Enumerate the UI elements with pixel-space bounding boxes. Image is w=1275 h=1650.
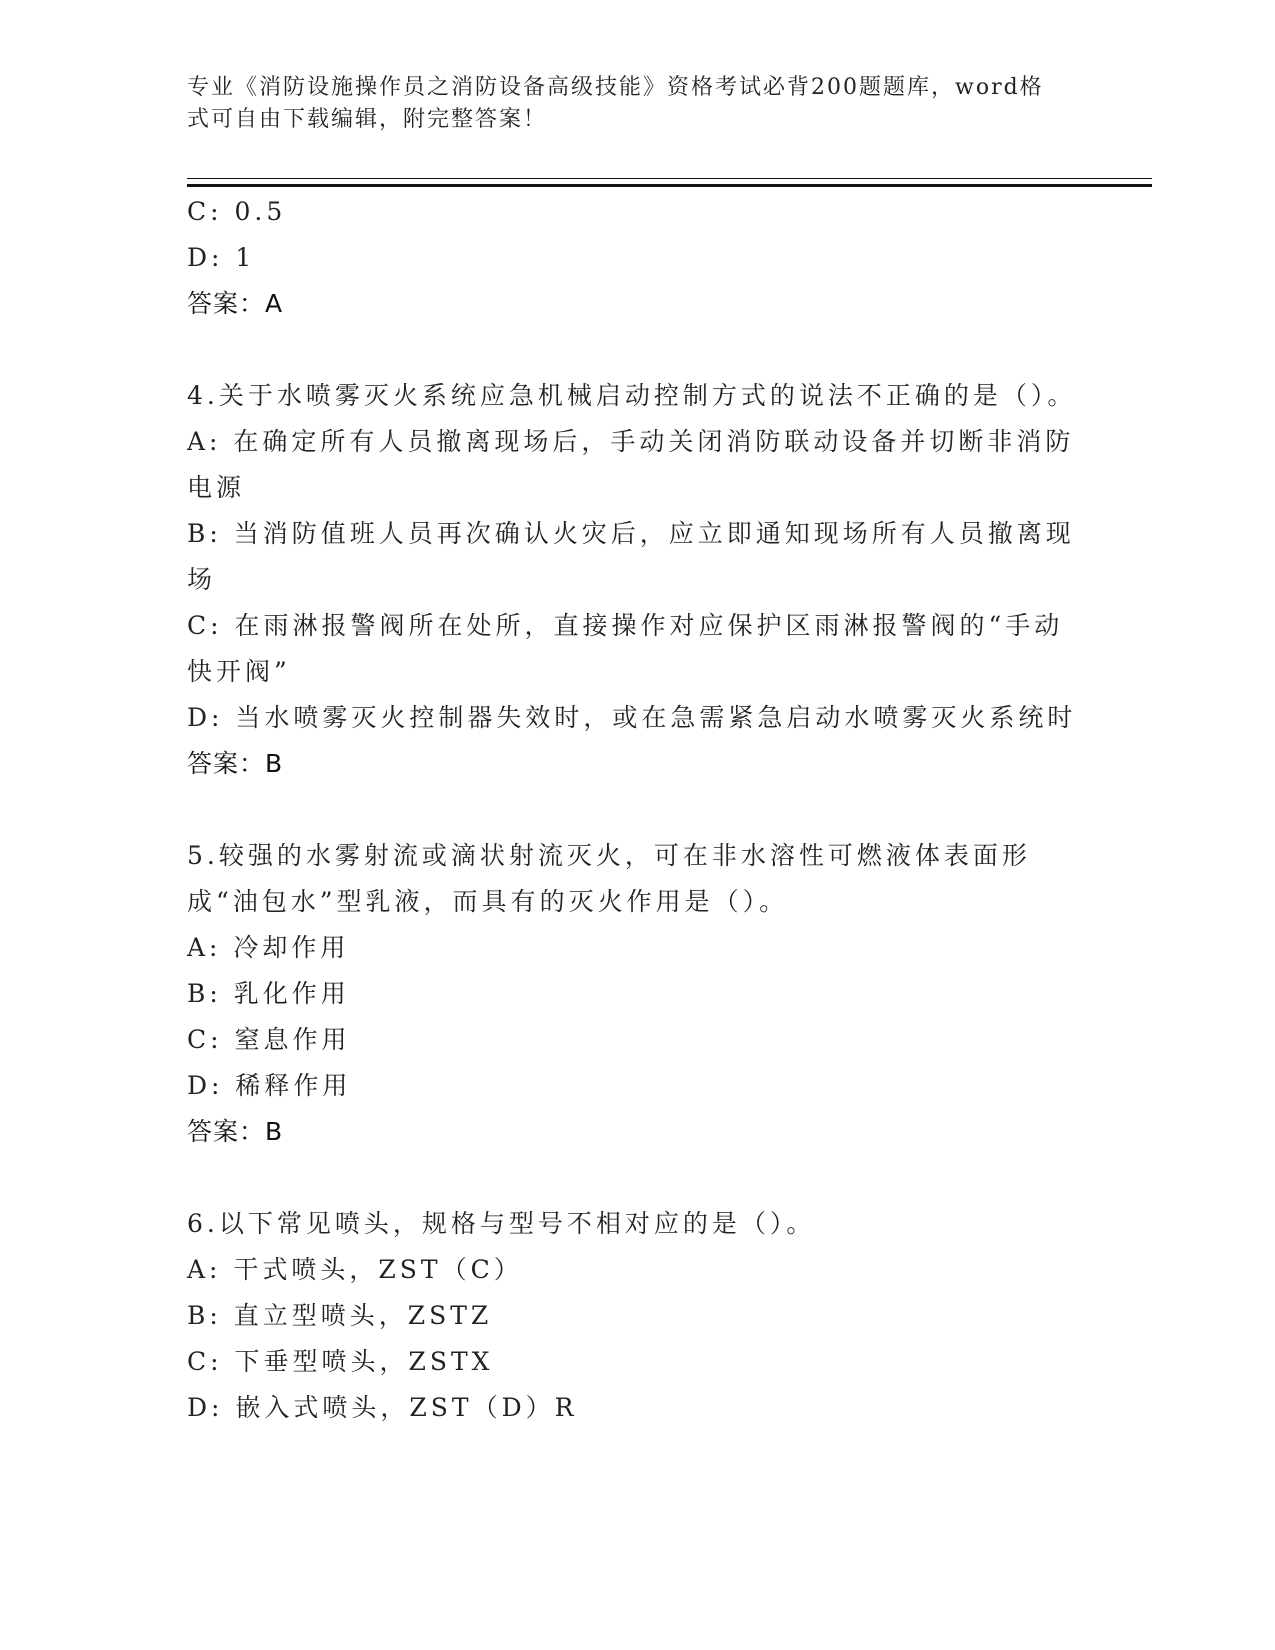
answer: 答案：B xyxy=(187,749,284,778)
option-a: A: 干式喷头，ZST（C） xyxy=(187,1255,523,1284)
option-d: D: 当水喷雾灭火控制器失效时，或在急需紧急启动水喷雾灭火系统时 xyxy=(187,703,1077,732)
question-list xyxy=(187,189,1077,1431)
spacer xyxy=(187,327,1077,373)
question-stem: 4.关于水喷雾灭火系统应急机械启动控制方式的说法不正确的是（）。 xyxy=(187,381,1077,410)
question-5 xyxy=(187,833,1077,1155)
question-4 xyxy=(187,373,1077,787)
answer: 答案：A xyxy=(187,289,284,318)
option-b: B: 乳化作用 xyxy=(187,979,350,1008)
answer: 答案：B xyxy=(187,1117,284,1146)
question-stem: 5.较强的水雾射流或滴状射流灭火，可在非水溶性可燃液体表面形成“油包水”型乳液，而具有的灭火作用是（）。 xyxy=(187,841,1031,916)
option-d: D: 嵌入式喷头，ZST（D）R xyxy=(187,1393,578,1422)
option-a: A: 冷却作用 xyxy=(187,933,350,962)
spacer xyxy=(187,1155,1077,1201)
option-c: C: 窒息作用 xyxy=(187,1025,351,1054)
option-d: D: 稀释作用 xyxy=(187,1071,352,1100)
option-b: B: 直立型喷头，ZSTZ xyxy=(187,1301,493,1330)
option-c: C: 0.5 xyxy=(187,197,287,226)
previous-question-fragment xyxy=(187,189,1077,327)
option-b: B: 当消防值班人员再次确认火灾后，应立即通知现场所有人员撤离现场 xyxy=(187,519,1075,594)
question-stem: 6.以下常见喷头，规格与型号不相对应的是（）。 xyxy=(187,1209,816,1238)
document-header xyxy=(187,72,1067,136)
option-c: C: 下垂型喷头，ZSTX xyxy=(187,1347,494,1376)
header-text: 专业《消防设施操作员之消防设备高级技能》资格考试必背200题题库，word格式可自由下载编辑，附完整答案！ xyxy=(187,75,1044,132)
header-divider xyxy=(187,178,1152,187)
option-d: D: 1 xyxy=(187,243,256,272)
spacer xyxy=(187,787,1077,833)
option-c: C: 在雨淋报警阀所在处所，直接操作对应保护区雨淋报警阀的“手动快开阀” xyxy=(187,611,1064,686)
question-6 xyxy=(187,1201,1077,1431)
option-a: A: 在确定所有人员撤离现场后，手动关闭消防联动设备并切断非消防电源 xyxy=(187,427,1075,502)
